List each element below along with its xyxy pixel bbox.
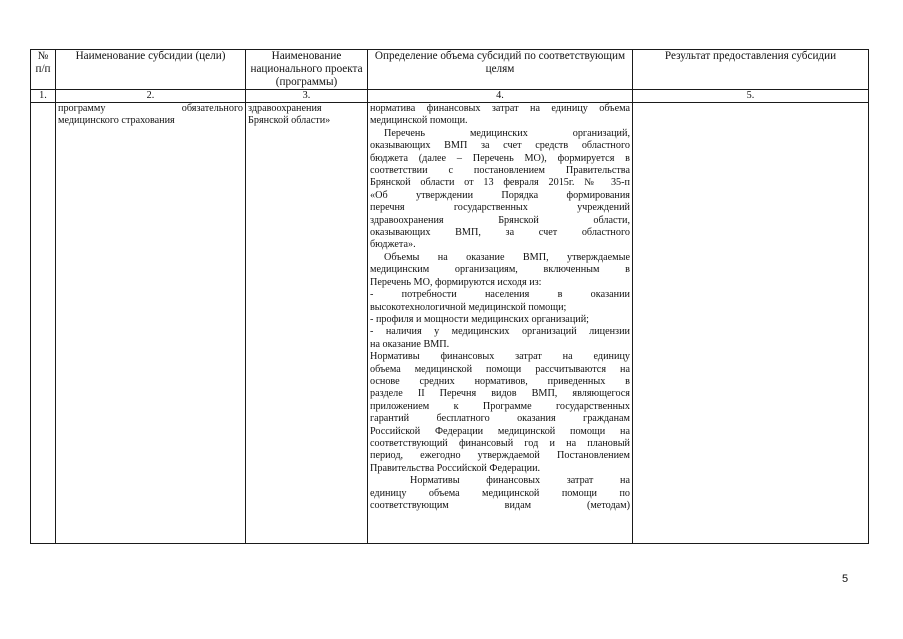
paragraph xyxy=(370,252,630,289)
list-item xyxy=(370,289,630,314)
list-item xyxy=(370,314,630,326)
column-number: 1. xyxy=(31,90,56,103)
text-line: бюджета (далее – Перечень МО), формируется в xyxy=(370,152,630,164)
text-line: соответствующим видам (методам) xyxy=(370,500,630,511)
paragraph xyxy=(370,351,630,475)
text-line: основе средних нормативов, приведенных в xyxy=(370,375,630,387)
cell-national-project xyxy=(246,103,368,544)
text-line: Правительства Российской Федерации. xyxy=(370,462,541,474)
text-line: высокотехнологичной медицинской помощи; xyxy=(370,301,567,313)
header-volume-definition: Определение объема субсидий по соответствующим целям xyxy=(368,50,633,90)
column-number: 2. xyxy=(56,90,246,103)
table-row xyxy=(31,103,869,544)
text-line: Нормативы финансовых затрат на xyxy=(410,475,630,487)
text-line: оказывающих ВМП за счет средств областного xyxy=(370,140,630,152)
text-line: - наличия у медицинских организаций лицензии xyxy=(370,326,630,338)
text-line: норматива финансовых затрат на единицу объема xyxy=(370,103,630,114)
text-line: здравоохранения xyxy=(248,103,322,114)
paragraph xyxy=(370,128,630,252)
text-line: единицу объема медицинской помощи по xyxy=(370,487,630,499)
cell-volume-definition xyxy=(368,103,633,544)
text-line: Нормативы финансовых затрат на единицу xyxy=(370,351,630,363)
column-number-row xyxy=(31,90,869,103)
text-line: объема медицинской помощи рассчитываются на xyxy=(370,363,630,375)
text-line: медицинской помощи. xyxy=(370,115,468,127)
text-line: оказывающих ВМП, за счет областного xyxy=(370,227,630,239)
text-line: приложением к Программе государственных xyxy=(370,400,630,412)
text-line: перечня государственных учреждений xyxy=(370,202,630,214)
header-subsidy-name: Наименование субсидии (цели) xyxy=(56,50,246,90)
text-line: - потребности населения в оказании xyxy=(370,289,630,301)
text-line: период, ежегодно утверждаемой Постановлением xyxy=(370,450,630,462)
text-line: Перечень МО, формируются исходя из: xyxy=(370,276,542,288)
header-number: № п/п xyxy=(31,50,56,90)
text-line: Брянской области» xyxy=(248,115,331,127)
text-line: соответствующий финансовый год и на плановый xyxy=(370,437,630,449)
text-line: гарантий бесплатного оказания гражданам xyxy=(370,413,630,425)
text-line: здравоохранения Брянской области, xyxy=(370,214,630,226)
text-line: Брянской области от 13 февраля 2015г. № 35-п xyxy=(370,177,630,189)
header-row xyxy=(31,50,869,90)
text-line: соответствии с постановлением Правительства xyxy=(370,165,630,177)
text-line: Российской Федерации медицинской помощи на xyxy=(370,425,630,437)
text-line: Объемы на оказание ВМП, утверждаемые xyxy=(384,251,630,263)
list-item xyxy=(370,326,630,351)
text-line: медицинского страхования xyxy=(58,115,175,127)
text-line: разделе II Перечня видов ВМП, являющегося xyxy=(370,388,630,400)
paragraph xyxy=(370,475,630,512)
page-number: 5 xyxy=(842,573,849,585)
text-line: медицинским организациям, включенным в xyxy=(370,264,630,276)
paragraph xyxy=(370,103,630,128)
text-line: - профиля и мощности медицинских организаций; xyxy=(370,313,590,325)
header-result: Результат предоставления субсидии xyxy=(633,50,869,90)
text-line: программу обязательного xyxy=(58,103,243,114)
cell-subsidy-name xyxy=(56,103,246,544)
column-number: 4. xyxy=(368,90,633,103)
text-line: «Об утверждении Порядка формирования xyxy=(370,189,630,201)
column-number: 3. xyxy=(246,90,368,103)
header-national-project: Наименование национального проекта (программы) xyxy=(246,50,368,90)
text-line: Перечень медицинских организаций, xyxy=(384,127,630,139)
cell-result xyxy=(633,103,869,544)
text-line: бюджета». xyxy=(370,239,416,251)
text-line: на оказание ВМП. xyxy=(370,338,450,350)
subsidy-table xyxy=(30,49,869,544)
cell-number xyxy=(31,103,56,544)
column-number: 5. xyxy=(633,90,869,103)
